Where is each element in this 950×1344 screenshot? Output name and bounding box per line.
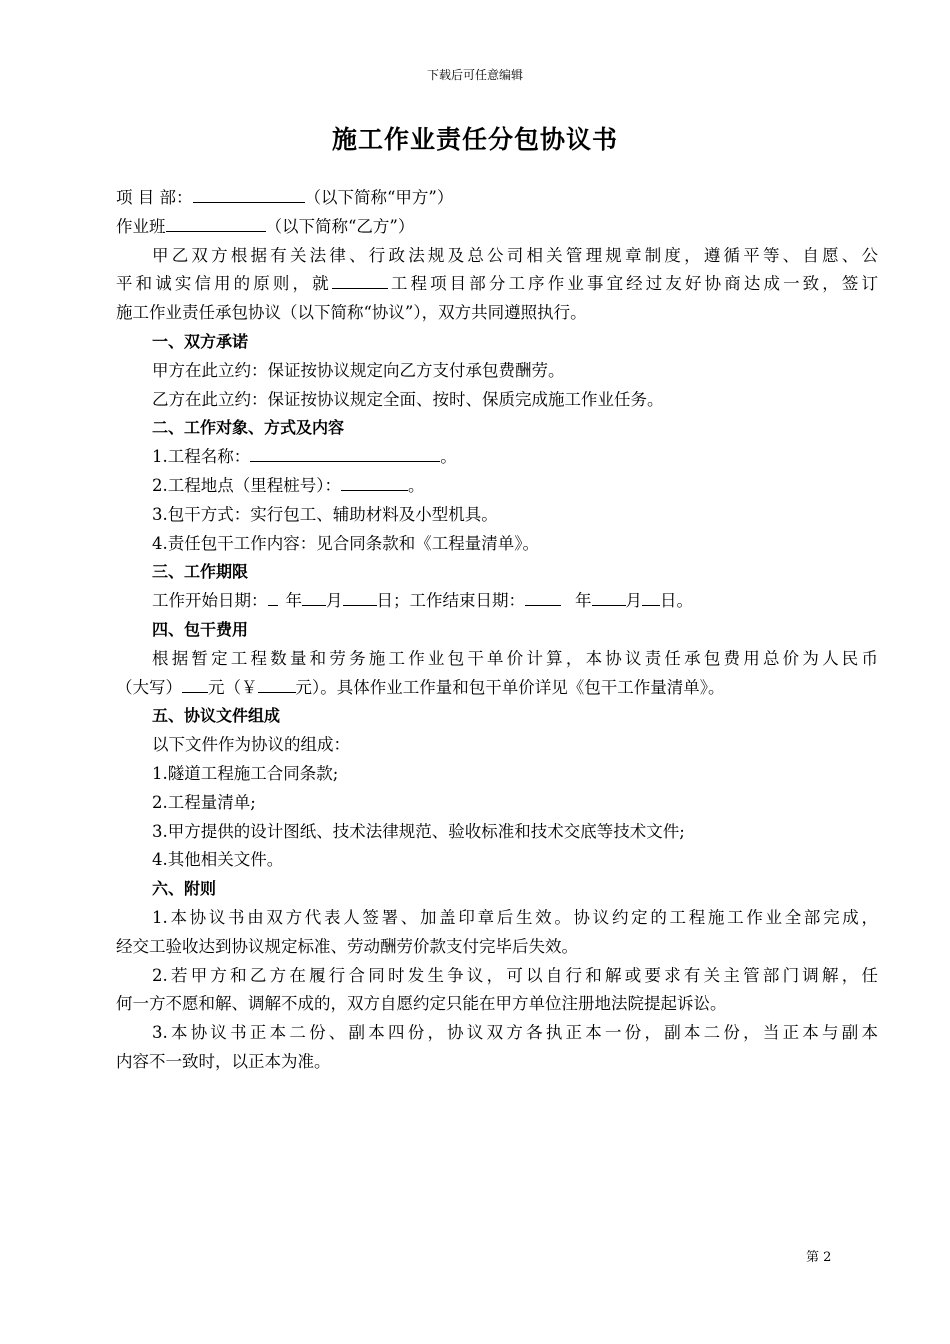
s3-dates [116, 587, 878, 616]
end-day-blank[interactable] [642, 587, 660, 606]
section-1-heading: 一、双方承诺 [152, 331, 249, 351]
start-month-blank[interactable] [302, 587, 326, 606]
intro-paragraph [116, 242, 878, 328]
s2-item-4: 4.责任包干工作内容：见合同条款和《工程量清单》。 [152, 533, 539, 553]
s4-line-2 [116, 674, 878, 703]
s2-item-1-label: 1.工程名称： [152, 447, 251, 467]
intro-line-2a: 平和诚实信用的原则，就 [116, 274, 332, 294]
start-month-unit: 月 [326, 591, 343, 611]
end-month-blank[interactable] [592, 587, 626, 606]
party-b-suffix: （以下简称“乙方”） [265, 216, 415, 236]
document-title: 施工作业责任分包协议书 [331, 125, 618, 154]
project-name-field[interactable] [250, 443, 440, 462]
s5-item-3: 3.甲方提供的设计图纸、技术法律规范、验收标准和技术交底等技术文件; [152, 821, 685, 841]
intro-line-3: 施工作业责任承包协议（以下简称“协议”），双方共同遵照执行。 [116, 303, 587, 323]
s4-amount-end: 元）。具体作业工作量和包干单价详见《包干工作量清单》。 [295, 677, 725, 697]
s5-item-1: 1.隧道工程施工合同条款; [152, 763, 339, 783]
s6-clause-1 [116, 904, 878, 962]
party-b-label: 作业班 [116, 216, 166, 236]
s2-item-3: 3.包干方式：实行包工、辅助材料及小型机具。 [152, 504, 498, 524]
party-a-suffix: （以下简称“甲方”） [304, 188, 454, 207]
s4-paragraph [116, 645, 878, 703]
section-3-heading: 三、工作期限 [152, 562, 249, 582]
end-date-label: 工作结束日期： [409, 591, 525, 611]
start-day-unit: 日； [376, 591, 410, 611]
section-5-heading: 五、协议文件组成 [152, 706, 281, 726]
project-name-blank[interactable] [332, 270, 388, 289]
party-b-blank[interactable] [166, 213, 266, 232]
section-4-heading: 四、包干费用 [152, 619, 249, 639]
header-note: 下载后可任意编辑 [426, 68, 523, 82]
party-b-line [116, 213, 878, 242]
s6-clause-1-line-1: 1.本协议书由双方代表人签署、加盖印章后生效。协议约定的工程施工作业全部完成， [152, 907, 878, 927]
s1-party-a: 甲方在此立约：保证按协议规定向乙方支付承包费酬劳。 [152, 360, 565, 380]
s6-clause-3-line-1: 3.本协议书正本二份、副本四份，协议双方各执正本一份，副本二份，当正本与副本 [152, 1023, 878, 1043]
s6-clause-3-line-2: 内容不一致时，以正本为准。 [116, 1051, 331, 1071]
start-year-unit: 年 [285, 591, 302, 611]
s5-item-2: 2.工程量清单; [152, 792, 256, 812]
intro-line-1: 甲乙双方根据有关法律、行政法规及总公司相关管理规章制度，遵循平等、自愿、公 [152, 245, 878, 265]
section-2-heading: 二、工作对象、方式及内容 [152, 418, 345, 438]
party-a-line [116, 184, 878, 213]
intro-line-2b: 工程项目部分工序作业事宜经过友好协商达成一致，签订 [387, 274, 879, 294]
start-date-label: 工作开始日期： [152, 591, 268, 611]
amount-figure-blank[interactable] [258, 674, 296, 693]
intro-line-2 [116, 270, 878, 299]
document-body [116, 184, 878, 1077]
s5-intro: 以下文件作为协议的组成： [152, 735, 350, 755]
start-day-blank[interactable] [343, 587, 377, 606]
s4-amount-label: （大写） [116, 677, 182, 697]
s1-party-b: 乙方在此立约：保证按协议规定全面、按时、保质完成施工作业任务。 [152, 389, 664, 409]
party-a-label: 项 目 部： [116, 188, 193, 207]
page-number: 第 2 [806, 1250, 832, 1265]
s6-clause-2-line-1: 2.若甲方和乙方在履行合同时发生争议，可以自行和解或要求有关主管部门调解，任 [152, 965, 878, 985]
party-a-blank[interactable] [193, 184, 305, 203]
s4-amount-mid: 元（￥ [208, 677, 258, 697]
s6-clause-3 [116, 1019, 878, 1077]
s2-item-1 [116, 443, 878, 472]
s6-clause-1-line-2: 经交工验收达到协议规定标准、劳动酬劳价款支付完毕后失效。 [116, 936, 578, 956]
s2-item-2-label: 2.工程地点（里程桩号）： [152, 475, 341, 495]
s4-line-1: 根据暂定工程数量和劳务施工作业包干单价计算，本协议责任承包费用总价为人民币 [152, 648, 878, 668]
end-year-blank[interactable] [525, 587, 561, 606]
section-6-heading: 六、附则 [152, 879, 217, 899]
s6-clause-2 [116, 962, 878, 1020]
s6-clause-2-line-2: 何一方不愿和解、调解不成的，双方自愿约定只能在甲方单位注册地法院提起诉讼。 [116, 994, 727, 1014]
s2-item-2-end: 。 [408, 475, 425, 495]
project-location-field[interactable] [341, 472, 408, 491]
amount-words-blank[interactable] [182, 674, 208, 693]
end-year-unit: 年 [575, 591, 592, 611]
end-day-unit: 日。 [660, 591, 693, 611]
end-month-unit: 月 [625, 591, 642, 611]
s2-item-1-end: 。 [440, 447, 457, 467]
s5-item-4: 4.其他相关文件。 [152, 850, 284, 870]
s2-item-2 [116, 472, 878, 501]
start-year-blank[interactable] [268, 587, 278, 606]
